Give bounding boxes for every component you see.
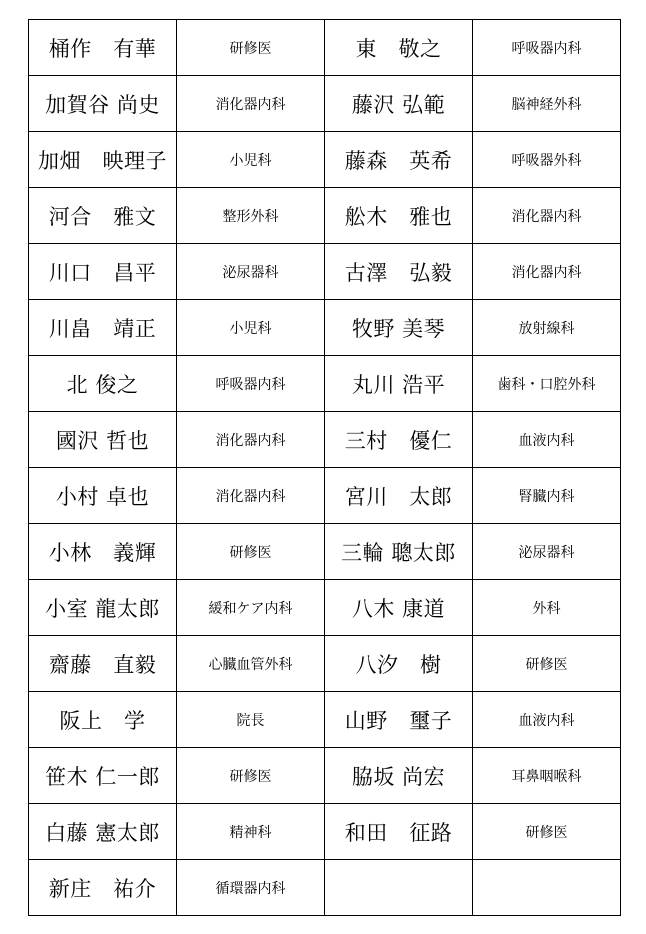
table-row [29,468,621,524]
staff-name: 山野 璽子 [325,692,473,748]
staff-roster-table [28,19,621,916]
staff-name: 桶作 有華 [29,20,177,76]
department: 血液内科 [473,412,621,468]
department: 消化器内科 [473,188,621,244]
staff-name: 藤沢 弘範 [325,76,473,132]
table-row [29,804,621,860]
department: 緩和ケア内科 [177,580,325,636]
department: 外科 [473,580,621,636]
staff-name: 脇坂 尚宏 [325,748,473,804]
department: 小児科 [177,300,325,356]
staff-name: 小林 義輝 [29,524,177,580]
staff-name: 藤森 英希 [325,132,473,188]
staff-name: 齋藤 直毅 [29,636,177,692]
staff-name: 三村 優仁 [325,412,473,468]
department [473,860,621,916]
department: 呼吸器内科 [473,20,621,76]
staff-name: 加畑 映理子 [29,132,177,188]
staff-roster-body [29,20,621,916]
department: 放射線科 [473,300,621,356]
staff-name: 八木 康道 [325,580,473,636]
staff-name: 笹木 仁一郎 [29,748,177,804]
staff-name: 宮川 太郎 [325,468,473,524]
department: 小児科 [177,132,325,188]
department: 研修医 [177,524,325,580]
department: 院長 [177,692,325,748]
table-row [29,860,621,916]
staff-name: 川口 昌平 [29,244,177,300]
table-row [29,20,621,76]
department: 血液内科 [473,692,621,748]
staff-name: 新庄 祐介 [29,860,177,916]
department: 泌尿器科 [473,524,621,580]
staff-name: 舩木 雅也 [325,188,473,244]
department: 腎臓内科 [473,468,621,524]
department: 整形外科 [177,188,325,244]
department: 精神科 [177,804,325,860]
table-row [29,524,621,580]
table-row [29,580,621,636]
department: 消化器内科 [177,76,325,132]
staff-name: 和田 征路 [325,804,473,860]
department: 消化器内科 [473,244,621,300]
staff-name: 小村 卓也 [29,468,177,524]
department: 研修医 [473,636,621,692]
department: 歯科・口腔外科 [473,356,621,412]
department: 泌尿器科 [177,244,325,300]
staff-name: 牧野 美琴 [325,300,473,356]
table-row [29,132,621,188]
department: 消化器内科 [177,412,325,468]
staff-name: 八汐 樹 [325,636,473,692]
table-row [29,412,621,468]
staff-name: 北 俊之 [29,356,177,412]
staff-name: 三輪 聰太郎 [325,524,473,580]
table-row [29,636,621,692]
table-row [29,356,621,412]
staff-name: 川畠 靖正 [29,300,177,356]
staff-name: 古澤 弘毅 [325,244,473,300]
department: 研修医 [177,748,325,804]
table-row [29,188,621,244]
table-row [29,748,621,804]
department: 循環器内科 [177,860,325,916]
department: 呼吸器外科 [473,132,621,188]
staff-name: 白藤 憲太郎 [29,804,177,860]
department: 呼吸器内科 [177,356,325,412]
department: 脳神経外科 [473,76,621,132]
table-row [29,300,621,356]
staff-name: 東 敬之 [325,20,473,76]
staff-name: 加賀谷 尚史 [29,76,177,132]
table-row [29,244,621,300]
department: 消化器内科 [177,468,325,524]
department: 研修医 [473,804,621,860]
department: 研修医 [177,20,325,76]
staff-name: 丸川 浩平 [325,356,473,412]
table-row [29,76,621,132]
department: 耳鼻咽喉科 [473,748,621,804]
staff-name: 國沢 哲也 [29,412,177,468]
staff-name: 河合 雅文 [29,188,177,244]
staff-name: 小室 龍太郎 [29,580,177,636]
staff-name [325,860,473,916]
table-row [29,692,621,748]
staff-name: 阪上 学 [29,692,177,748]
department: 心臓血管外科 [177,636,325,692]
